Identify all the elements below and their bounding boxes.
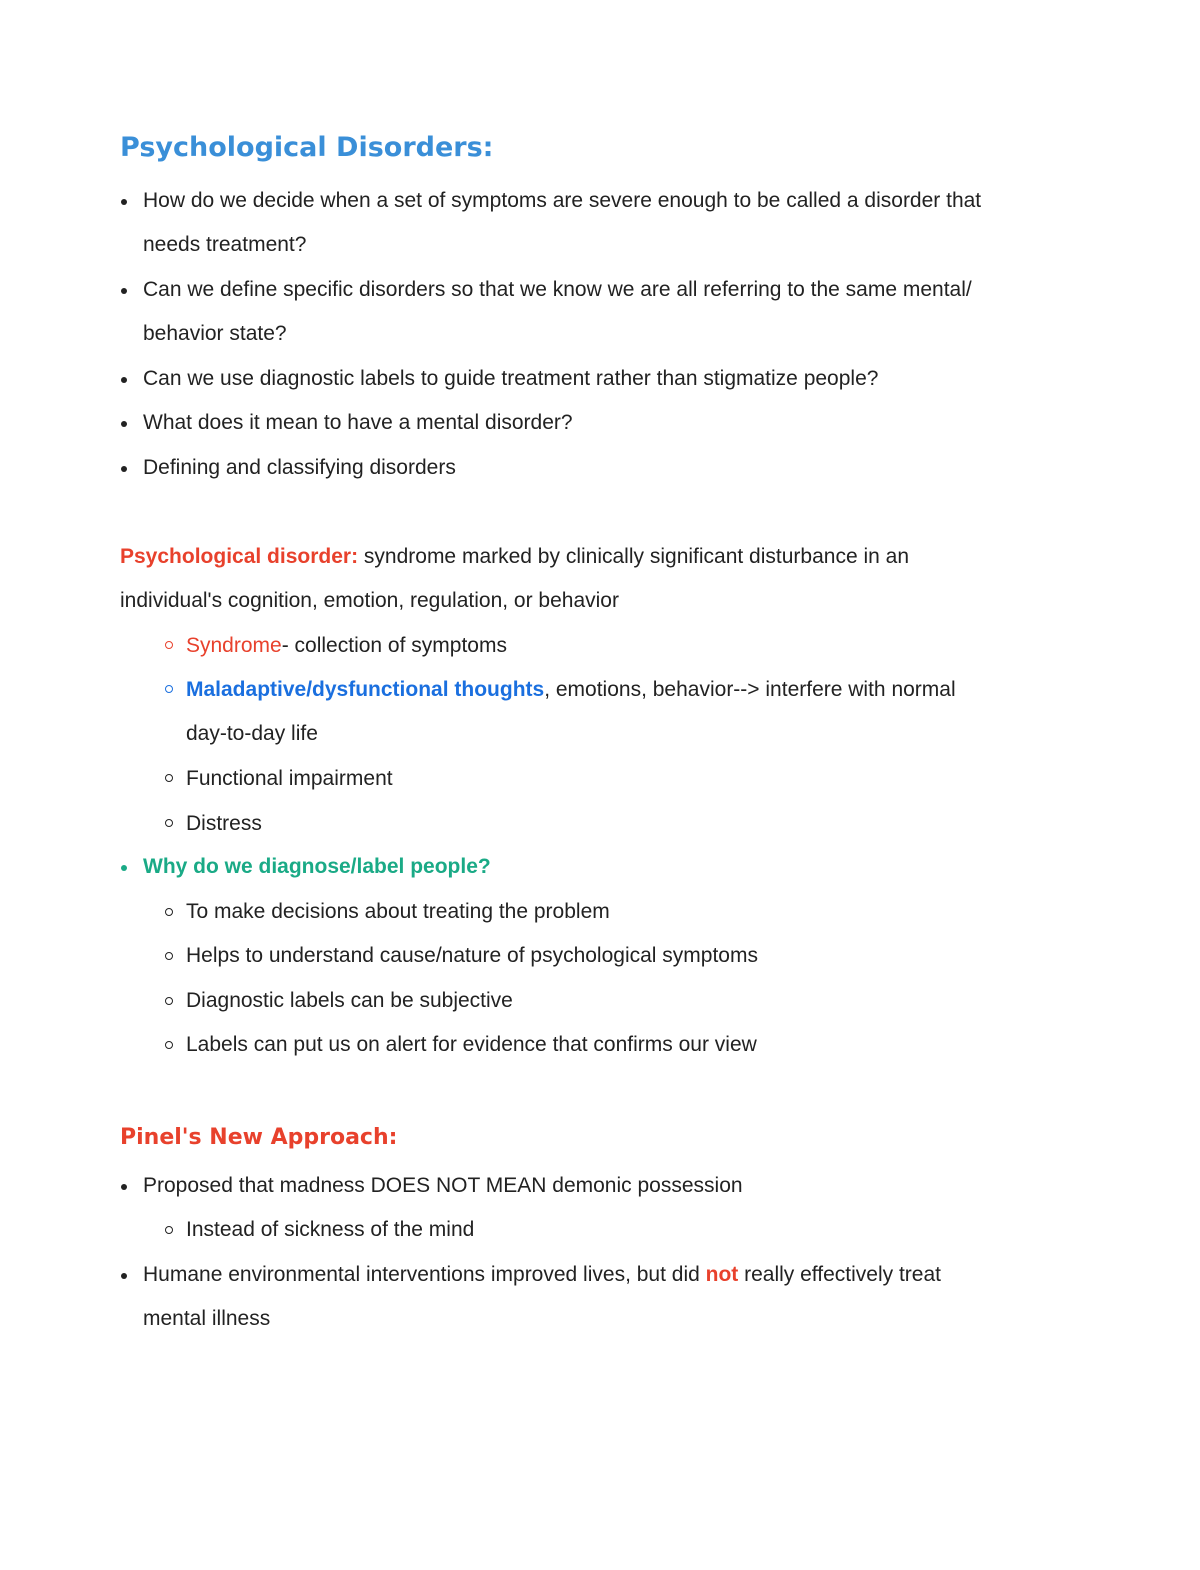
sub-bullet-text — [186, 632, 507, 660]
sub-bullet-text: Instead of sickness of the mind — [186, 1218, 475, 1241]
sub-bullet-circle — [165, 641, 173, 649]
sub-bullet-text: To make decisions about treating the problem — [186, 900, 610, 923]
bullet-dot — [121, 865, 127, 871]
sub-bullet-circle — [165, 997, 173, 1005]
sub-bullet-circle — [165, 819, 173, 827]
definition-line-continued: individual's cognition, emotion, regulation, or behavior — [120, 589, 619, 612]
why-question: Why do we diagnose/label people? — [143, 855, 491, 878]
sub-bullet-text — [186, 676, 956, 704]
bullet-text: Can we define specific disorders so that we know we are all referring to the same mental/ — [143, 278, 972, 301]
sub-bullet-text: Diagnostic labels can be subjective — [186, 989, 513, 1012]
bullet-text — [143, 1261, 941, 1289]
sub-bullet-circle — [165, 1226, 173, 1234]
bullet-text: Proposed that madness DOES NOT MEAN demonic possession — [143, 1174, 743, 1197]
bullet-text-continued: behavior state? — [143, 322, 287, 345]
maladaptive-term: Maladaptive/dysfunctional thoughts — [186, 678, 545, 701]
bullet-dot — [121, 466, 127, 472]
definition-line — [120, 543, 909, 571]
bullet-dot — [121, 421, 127, 427]
sub-bullet-text: Labels can put us on alert for evidence that confirms our view — [186, 1033, 757, 1056]
bullet-text-pre: Humane environmental interventions improved lives, but did — [143, 1263, 706, 1286]
sub-bullet-circle — [165, 1041, 173, 1049]
emphasis-not: not — [705, 1263, 739, 1286]
bullet-dot — [121, 288, 127, 294]
sub-bullet-text-continued: day-to-day life — [186, 722, 318, 745]
bullet-text-continued: needs treatment? — [143, 233, 307, 256]
sub-bullet-circle — [165, 952, 173, 960]
sub-bullet-circle — [165, 685, 173, 693]
maladaptive-text: , emotions, behavior--> interfere with normal — [544, 678, 956, 701]
bullet-dot — [121, 199, 127, 205]
section-title-pinels-approach: Pinel's New Approach: — [120, 1125, 398, 1150]
bullet-text-post: really effectively treat — [738, 1263, 941, 1286]
sub-bullet-text: Distress — [186, 812, 262, 835]
bullet-text: Defining and classifying disorders — [143, 456, 456, 479]
sub-bullet-circle — [165, 908, 173, 916]
syndrome-text: - collection of symptoms — [281, 634, 507, 657]
sub-bullet-text: Functional impairment — [186, 767, 393, 790]
syndrome-term: Syndrome — [186, 634, 282, 657]
sub-bullet-text: Helps to understand cause/nature of psychological symptoms — [186, 944, 758, 967]
bullet-dot — [121, 1184, 127, 1190]
bullet-text: How do we decide when a set of symptoms are severe enough to be called a disorder that — [143, 189, 982, 212]
bullet-text: Can we use diagnostic labels to guide treatment rather than stigmatize people? — [143, 367, 879, 390]
bullet-text-continued: mental illness — [143, 1307, 271, 1330]
section-title-psychological-disorders: Psychological Disorders: — [120, 132, 494, 163]
bullet-dot — [121, 1273, 127, 1279]
definition-text: syndrome marked by clinically significant disturbance in an — [358, 545, 909, 568]
definition-term: Psychological disorder: — [120, 545, 359, 568]
sub-bullet-circle — [165, 774, 173, 782]
bullet-text: What does it mean to have a mental disorder? — [143, 411, 573, 434]
bullet-dot — [121, 377, 127, 383]
